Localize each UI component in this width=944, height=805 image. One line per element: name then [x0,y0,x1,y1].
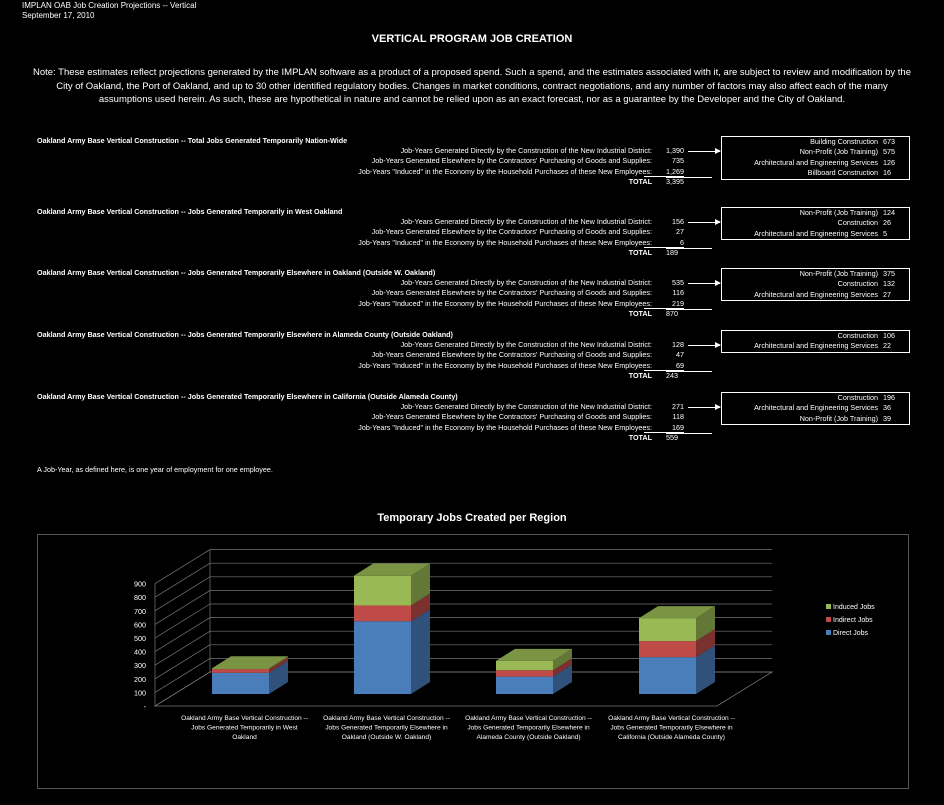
disclaimer-note: Note: These estimates reflect projections generated by the IMPLAN software as a product of a proposed spend. Such a spend, and the estimates associated with it, are subject to review and modification by the City of Oakland, the Port of Oakland, and up to 30 other identified regulatory bodies. Changes in market conditions, contract negotiations, and any number of factors may also affect each of the many assumptions used herein. As such, these are hypothetical in nature and cannot be relied upon as an exact forecast, nor as a guarantee by the Developer and the City of Oakland. [32,67,911,105]
row-value-indirect: 47 [676,350,684,360]
row-label-direct: Job-Years Generated Directly by the Construction of the New Industrial District: [400,402,652,411]
total-value: 3,395 [666,177,684,187]
total-label: TOTAL [628,248,652,258]
breakdown-name: Architectural and Engineering Services [754,403,878,413]
grid-diagonal [155,563,210,597]
row-label-induced: Job-Years "Induced" in the Economy by the Household Purchases of these New Employees: [358,237,652,247]
y-tick-label: 800 [134,593,146,603]
breakdown-name: Architectural and Engineering Services [754,157,878,167]
section-title: Oakland Army Base Vertical Construction -- Jobs Generated Temporarily Elsewhere in Oakland (Outside W. Oakland) [37,268,436,277]
breakdown-value: 16 [883,168,891,178]
breakdown-value: 26 [883,218,891,228]
bar-front-induced-jobs [496,661,553,670]
grid-diagonal [155,631,210,665]
section-title: Oakland Army Base Vertical Construction -- Total Jobs Generated Temporarily Nation-Wide [37,136,348,145]
row-value-indirect: 735 [672,156,684,166]
row-value-direct: 271 [672,402,684,411]
y-tick-label: 500 [134,634,146,643]
x-category-label: Oakland [232,734,257,741]
breakdown-name: Construction [837,218,878,228]
breakdown-value: 39 [883,413,891,423]
breakdown-value: 106 [883,331,895,340]
breakdown-value: 375 [883,269,895,278]
breakdown-name: Billboard Construction [807,168,878,178]
row-label-direct: Job-Years Generated Directly by the Construction of the New Industrial District: [400,146,652,155]
bar-front-induced-jobs [212,668,269,669]
row-label-induced: Job-Years "Induced" in the Economy by the Household Purchases of these New Employees: [358,422,652,432]
bar-front-indirect-jobs [212,669,269,673]
y-tick-label: 900 [134,579,146,589]
page-title: VERTICAL PROGRAM JOB CREATION [371,33,573,45]
total-label: TOTAL [628,371,652,381]
total-label: TOTAL [628,433,652,443]
row-label-indirect: Job-Years Generated Elsewhere by the Contractors' Purchasing of Goods and Supplies: [371,412,652,422]
bar-front-induced-jobs [354,576,411,606]
breakdown-name: Architectural and Engineering Services [754,289,878,299]
row-value-indirect: 116 [672,288,684,298]
breakdown-name: Non-Profit (Job Training) [799,269,878,278]
legend-swatch [826,630,831,635]
report-title: IMPLAN OAB Job Creation Projections -- Vertical [22,1,197,10]
section-title: Oakland Army Base Vertical Construction -- Jobs Generated Temporarily Elsewhere in California (Outside Alameda County) [37,392,458,401]
report-date: September 17, 2010 [22,11,95,20]
x-category-label: Alameda County (Outside Oakland) [476,734,581,741]
section-title: Oakland Army Base Vertical Construction -- Jobs Generated Temporarily Elsewhere in Alameda County (Outside Oakland) [37,330,453,339]
total-label: TOTAL [628,177,652,187]
grid-diagonal [155,672,210,706]
breakdown-value: 124 [883,208,895,217]
total-value: 189 [666,248,678,258]
y-tick-label: 400 [134,647,146,657]
total-value: 243 [666,371,678,381]
x-category-label: Jobs Generated Temporarily Elsewhere in [325,724,448,732]
breakdown-value: 36 [883,403,891,413]
row-value-induced: 219 [644,299,684,309]
breakdown-name: Architectural and Engineering Services [754,341,878,351]
total-value: 559 [666,433,678,443]
x-category-label: Jobs Generated Temporarily Elsewhere in [610,724,733,732]
x-category-label: Oakland Army Base Vertical Construction -- [181,715,308,722]
y-tick-label: 100 [134,688,146,698]
bar-front-indirect-jobs [496,670,553,676]
total-label: TOTAL [628,309,652,319]
grid-diagonal [155,618,210,652]
x-category-label: Oakland Army Base Vertical Construction -- [465,715,592,722]
y-tick-label: 200 [134,674,146,684]
row-label-direct: Job-Years Generated Directly by the Construction of the New Industrial District: [400,217,652,226]
bar-front-direct-jobs [212,673,269,694]
breakdown-value: 22 [883,341,891,351]
x-category-label: Oakland (Outside W. Oakland) [341,734,432,741]
row-label-direct: Job-Years Generated Directly by the Construction of the New Industrial District: [400,340,652,349]
row-label-induced: Job-Years "Induced" in the Economy by the Household Purchases of these New Employees: [358,166,652,176]
chart-title: Temporary Jobs Created per Region [377,512,567,524]
grid-diagonal [155,590,210,624]
breakdown-name: Non-Profit (Job Training) [799,147,878,157]
row-value-induced: 169 [644,423,684,433]
bar-front-induced-jobs [639,618,696,641]
x-category-label: Jobs Generated Temporarily Elsewhere in [467,724,590,732]
grid-diagonal [155,604,210,638]
grid-diagonal [155,550,210,584]
legend-label: Indirect Jobs [833,617,873,624]
bar-front-indirect-jobs [639,641,696,657]
breakdown-value: 27 [883,289,891,299]
breakdown-name: Construction [837,331,878,340]
breakdown-name: Building Construction [810,137,878,146]
x-category-label: Jobs Generated Temporarily in West [191,724,298,732]
breakdown-name: Construction [837,279,878,289]
grid-diagonal [155,645,210,679]
row-value-induced: 6 [644,238,684,248]
row-label-induced: Job-Years "Induced" in the Economy by the Household Purchases of these New Employees: [358,298,652,308]
grid-diagonal [155,658,210,692]
y-tick-label: - [143,702,146,711]
bar-front-indirect-jobs [354,605,411,621]
total-value: 870 [666,309,678,319]
breakdown-name: Construction [837,393,878,402]
row-value-direct: 535 [672,278,684,287]
row-value-direct: 128 [672,340,684,349]
bar-side-direct-jobs [411,609,430,694]
row-value-direct: 156 [672,217,684,226]
bar-front-direct-jobs [354,621,411,694]
row-label-indirect: Job-Years Generated Elsewhere by the Contractors' Purchasing of Goods and Supplies: [371,288,652,298]
row-value-induced: 69 [644,361,684,371]
breakdown-value: 132 [883,279,895,289]
row-label-induced: Job-Years "Induced" in the Economy by the Household Purchases of these New Employees: [358,360,652,370]
legend-swatch [826,604,831,609]
row-label-indirect: Job-Years Generated Elsewhere by the Contractors' Purchasing of Goods and Supplies: [371,227,652,237]
footnote: A Job-Year, as defined here, is one year of employment for one employee. [37,465,273,474]
breakdown-value: 5 [883,228,887,238]
section-title: Oakland Army Base Vertical Construction -- Jobs Generated Temporarily in West Oakland [37,207,343,216]
y-tick-label: 700 [134,606,146,616]
legend-label: Induced Jobs [833,604,875,611]
grid-diagonal [155,577,210,611]
legend-label: Direct Jobs [833,630,869,637]
row-value-direct: 1,390 [666,146,684,155]
row-label-indirect: Job-Years Generated Elsewhere by the Contractors' Purchasing of Goods and Supplies: [371,156,652,166]
row-label-indirect: Job-Years Generated Elsewhere by the Contractors' Purchasing of Goods and Supplies: [371,350,652,360]
y-tick-label: 600 [134,620,146,630]
row-value-indirect: 27 [676,227,684,237]
breakdown-name: Architectural and Engineering Services [754,228,878,238]
row-label-direct: Job-Years Generated Directly by the Construction of the New Industrial District: [400,278,652,287]
legend-swatch [826,617,831,622]
breakdown-name: Non-Profit (Job Training) [799,413,878,423]
x-category-label: Oakland Army Base Vertical Construction -- [323,715,450,722]
bar-front-direct-jobs [639,657,696,694]
breakdown-value: 196 [883,393,895,402]
breakdown-value: 673 [883,137,895,146]
breakdown-value: 126 [883,157,895,167]
row-value-induced: 1,269 [644,167,684,177]
breakdown-name: Non-Profit (Job Training) [799,208,878,217]
x-category-label: Oakland Army Base Vertical Construction -- [608,715,735,722]
breakdown-value: 575 [883,147,895,157]
y-tick-label: 300 [134,661,146,671]
x-category-label: California (Outside Alameda County) [617,734,726,741]
row-value-indirect: 118 [672,412,684,422]
bar-front-direct-jobs [496,677,553,694]
